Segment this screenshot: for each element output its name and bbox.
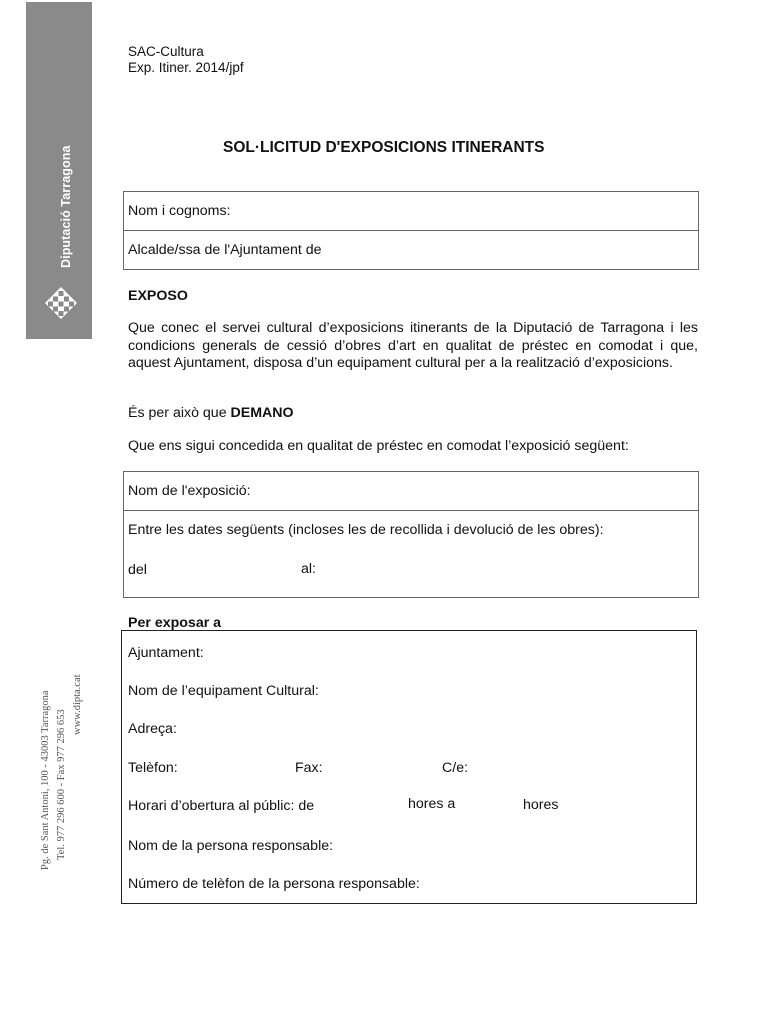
demano-prefix: És per això que	[128, 405, 231, 421]
phone-label: Telèfon:	[128, 760, 178, 776]
fax-label: Fax:	[295, 760, 323, 776]
address-label: Adreça:	[128, 721, 177, 737]
facility-label: Nom de l’equipament Cultural:	[128, 683, 319, 699]
divider	[123, 510, 698, 511]
reference-department: SAC-Cultura	[128, 44, 204, 59]
name-label: Nom i cognoms:	[128, 203, 231, 219]
email-label: C/e:	[442, 760, 469, 776]
exhibition-name-label: Nom de l'exposició:	[128, 483, 251, 499]
exposo-heading: EXPOSO	[128, 288, 188, 304]
diamond-grid-logo-icon	[44, 286, 78, 320]
sidebar-website: www.dipta.cat	[72, 674, 83, 735]
sidebar-address: Pg. de Sant Antoni, 100 - 43003 Tarragona	[40, 690, 51, 870]
date-to-label: al:	[301, 561, 316, 577]
venue-heading: Per exposar a	[128, 615, 222, 631]
exposo-paragraph: Que conec el servei cultural d’exposicions itinerants de la Diputació de Tarragona i les condicions generals de cessió d’obres d’art en qualitat de préstec en comodat i que, aquest Ajuntament, disposa d’un equipament cultural per a la realització d’exposicions.	[128, 320, 698, 371]
mayor-label: Alcalde/ssa de l'Ajuntament de	[128, 242, 322, 258]
hours-label: Horari d’obertura al públic: de	[128, 798, 315, 814]
brand-name: Diputació Tarragona	[59, 145, 73, 268]
date-from-label: del	[128, 562, 147, 578]
hours-mid-label: hores a	[408, 796, 456, 812]
demano-word: DEMANO	[230, 405, 294, 421]
request-line: Que ens sigui concedida en qualitat de préstec en comodat l’exposició següent:	[128, 438, 629, 454]
sidebar-phone-fax: Tel. 977 296 600 - Fax 977 296 653	[56, 709, 67, 860]
contact-label: Nom de la persona responsable:	[128, 838, 334, 854]
page-title: SOL·LICITUD D'EXPOSICIONS ITINERANTS	[223, 139, 545, 156]
council-label: Ajuntament:	[128, 645, 204, 661]
reference-expedient: Exp. Itiner. 2014/jpf	[128, 60, 244, 75]
demano-line	[128, 405, 294, 421]
exhibition-dates-label: Entre les dates següents (incloses les de recollida i devolució de les obres):	[128, 522, 604, 538]
venue-box	[121, 630, 697, 904]
divider	[123, 230, 698, 231]
hours-end-label: hores	[523, 797, 559, 813]
contact-phone-label: Número de telèfon de la persona responsable:	[128, 876, 420, 892]
